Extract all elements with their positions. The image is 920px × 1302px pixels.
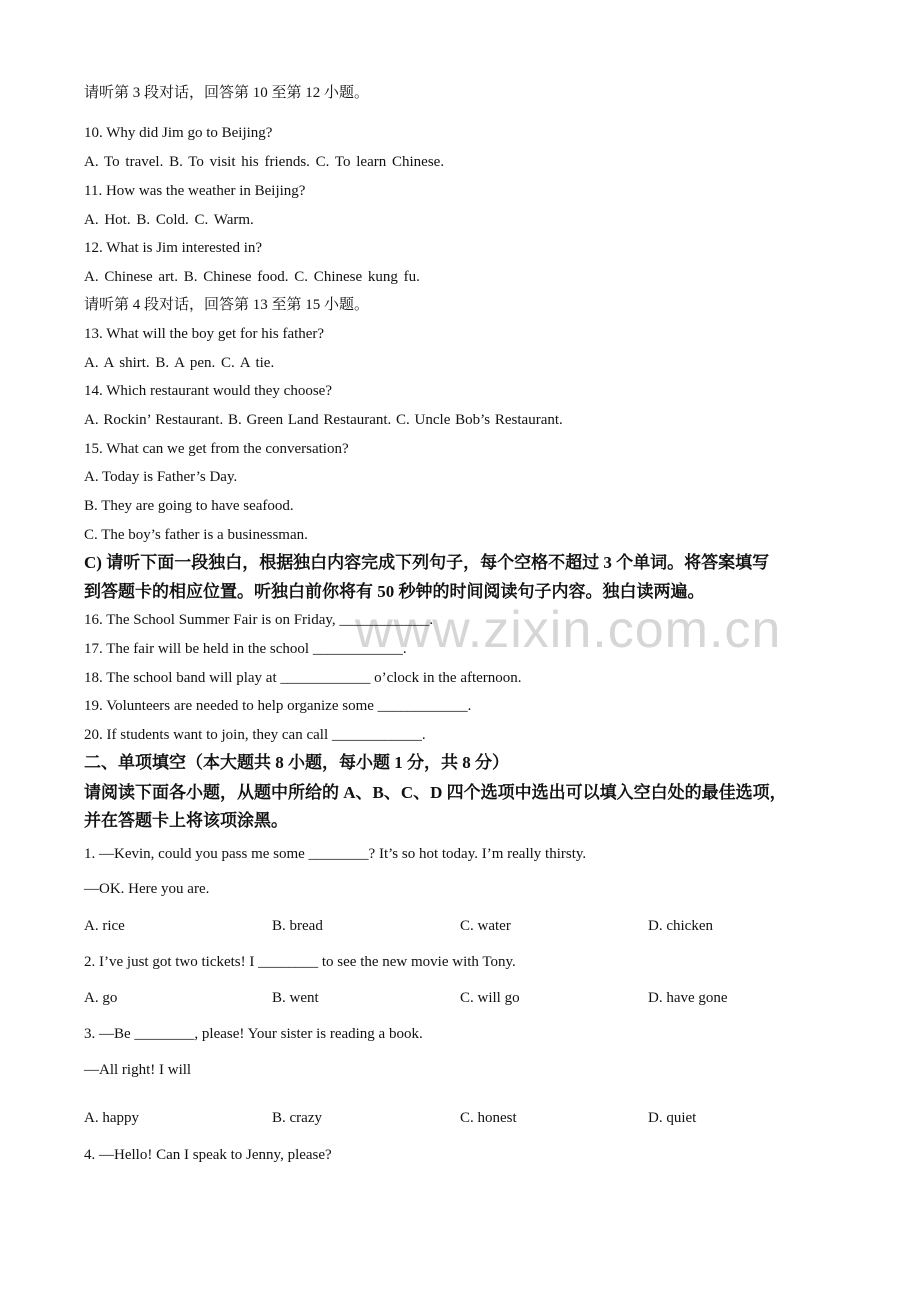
question-10: 10. Why did Jim go to Beijing? — [84, 125, 273, 141]
mc-question-2: 2. I’ve just got two tickets! I ________ to see the new movie with Tony. — [84, 954, 516, 970]
question-16: 16. The School Summer Fair is on Friday, ____________. — [84, 612, 434, 628]
question-17: 17. The fair will be held in the school ____________. — [84, 641, 407, 657]
question-20: 20. If students want to join, they can call ____________. — [84, 727, 426, 743]
mc-1-option-d: D. chicken — [648, 918, 713, 934]
mc-question-1: 1. —Kevin, could you pass me some ________? It’s so hot today. I’m really thirsty. — [84, 846, 587, 862]
options-14: A. Rockin’ Restaurant. B. Green Land Restaurant. C. Uncle Bob’s Restaurant. — [84, 412, 563, 428]
options-10: A. To travel. B. To visit his friends. C. To learn Chinese. — [84, 154, 445, 170]
question-15: 15. What can we get from the conversation? — [84, 441, 349, 457]
question-18: 18. The school band will play at ____________ o’clock in the afternoon. — [84, 670, 522, 686]
mc-question-3: 3. —Be ________, please! Your sister is reading a book. — [84, 1026, 423, 1042]
mc-1-option-b: B. bread — [272, 918, 323, 934]
section-c-instruction-2: 到答题卡的相应位置。听独白前你将有 50 秒钟的时间阅读句子内容。独白读两遍。 — [84, 582, 705, 601]
mc-question-3-reply: —All right! I will — [84, 1062, 192, 1078]
options-13: A. A shirt. B. A pen. C. A tie. — [84, 355, 275, 371]
option-15-b: B. They are going to have seafood. — [84, 498, 294, 514]
mc-3-option-c: C. honest — [460, 1110, 517, 1126]
section-2-instruction-1: 请阅读下面各小题，从题中所给的 A、B、C、D 四个选项中选出可以填入空白处的最佳选项， — [84, 783, 787, 802]
options-11: A. Hot. B. Cold. C. Warm. — [84, 212, 254, 228]
mc-2-option-a: A. go — [84, 990, 118, 1006]
mc-1-option-c: C. water — [460, 918, 511, 934]
mc-1-option-a: A. rice — [84, 918, 125, 934]
question-13: 13. What will the boy get for his father? — [84, 326, 325, 342]
instruction-part4: 请听第 4 段对话，回答第 13 至第 15 小题。 — [84, 297, 370, 313]
question-12: 12. What is Jim interested in? — [84, 240, 263, 256]
mc-3-option-a: A. happy — [84, 1110, 139, 1126]
instruction-part3: 请听第 3 段对话，回答第 10 至第 12 小题。 — [84, 85, 370, 101]
mc-3-option-b: B. crazy — [272, 1110, 322, 1126]
watermark: www.zixin.com.cn — [355, 601, 782, 659]
mc-question-4: 4. —Hello! Can I speak to Jenny, please? — [84, 1147, 332, 1163]
mc-2-option-c: C. will go — [460, 990, 520, 1006]
question-19: 19. Volunteers are needed to help organize some ____________. — [84, 698, 472, 714]
question-14: 14. Which restaurant would they choose? — [84, 383, 332, 399]
mc-question-1-reply: —OK. Here you are. — [84, 881, 210, 897]
mc-2-option-b: B. went — [272, 990, 319, 1006]
mc-2-option-d: D. have gone — [648, 990, 728, 1006]
section-2-heading: 二、单项填空（本大题共 8 小题，每小题 1 分，共 8 分） — [84, 753, 509, 772]
option-15-c: C. The boy’s father is a businessman. — [84, 527, 308, 543]
question-11: 11. How was the weather in Beijing? — [84, 183, 306, 199]
section-2-instruction-2: 并在答题卡上将该项涂黑。 — [84, 811, 288, 830]
options-12: A. Chinese art. B. Chinese food. C. Chinese kung fu. — [84, 269, 420, 285]
section-c-instruction-1: C) 请听下面一段独白，根据独白内容完成下列句子，每个空格不超过 3 个单词。将答案填写 — [84, 553, 770, 572]
mc-3-option-d: D. quiet — [648, 1110, 697, 1126]
option-15-a: A. Today is Father’s Day. — [84, 469, 238, 485]
